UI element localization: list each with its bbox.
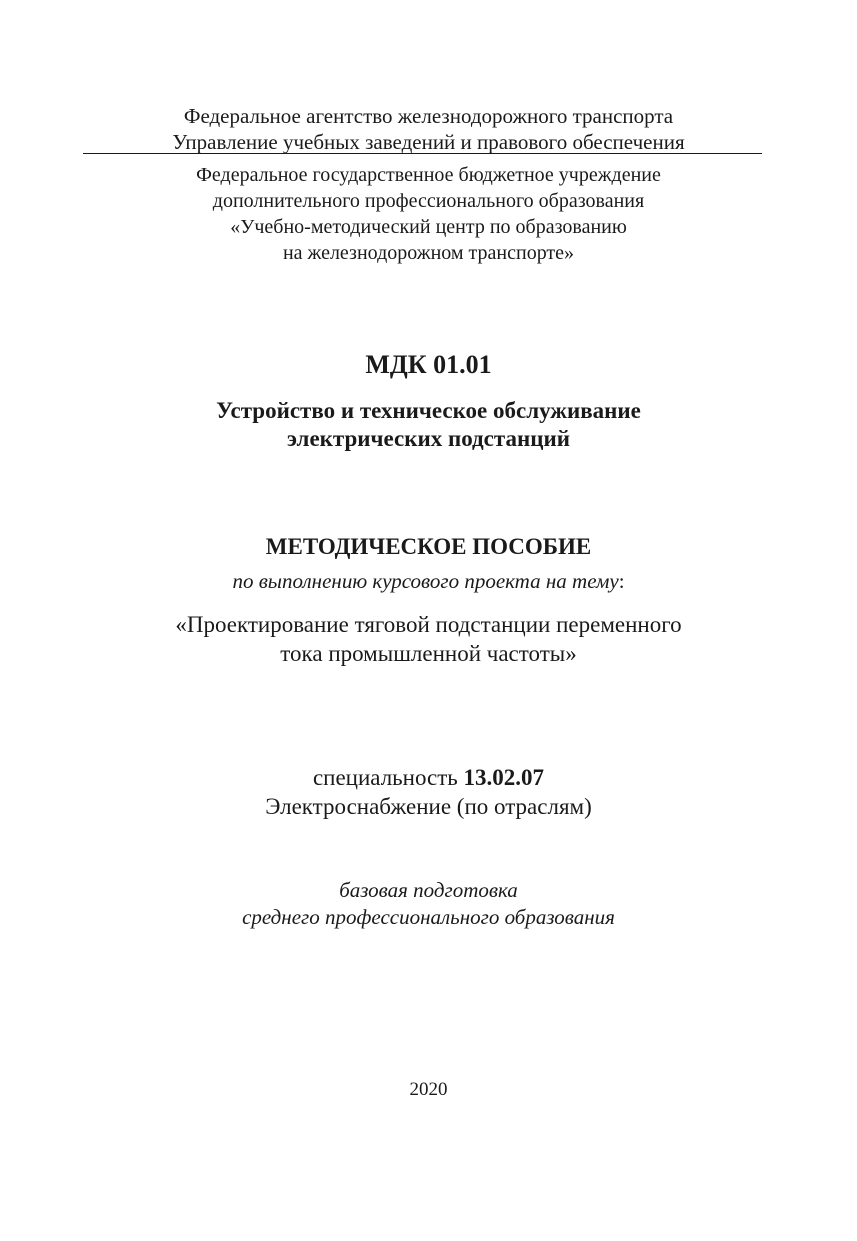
level-line-2: среднего профессионального образования [242,905,615,929]
institution-line-4: на железнодорожном транспорте» [282,242,575,264]
specialty-prefix: специальность [312,765,464,790]
manual-type: МЕТОДИЧЕСКОЕ ПОСОБИЕ [265,534,592,559]
topic-line-1: «Проектирование тяговой подстанции переменного [175,612,682,637]
header-divider [83,153,762,154]
specialty-name: Электроснабжение (по отраслям) [265,794,592,819]
publication-year: 2020 [409,1079,448,1100]
course-title-line-1: Устройство и техническое обслуживание [216,398,641,423]
department-name: Управление учебных заведений и правового обеспечения [172,130,685,154]
level-line-1: базовая подготовка [339,878,518,902]
manual-subtitle-text: по выполнению курсового проекта на тему [232,569,619,593]
course-title-line-2: электрических подстанций [287,426,570,451]
agency-name: Федеральное агентство железнодорожного транспорта [183,104,674,128]
institution-line-2: дополнительного профессионального образования [212,190,645,212]
manual-subtitle-colon: : [618,569,625,593]
specialty [0,765,857,791]
course-code: МДК 01.01 [365,350,492,379]
specialty-code: 13.02.07 [463,765,545,790]
institution-line-3: «Учебно-методический центр по образованию [230,216,627,238]
topic-line-2: тока промышленной частоты» [280,641,577,666]
manual-subtitle [0,569,857,594]
institution-line-1: Федеральное государственное бюджетное учреждение [196,164,661,186]
